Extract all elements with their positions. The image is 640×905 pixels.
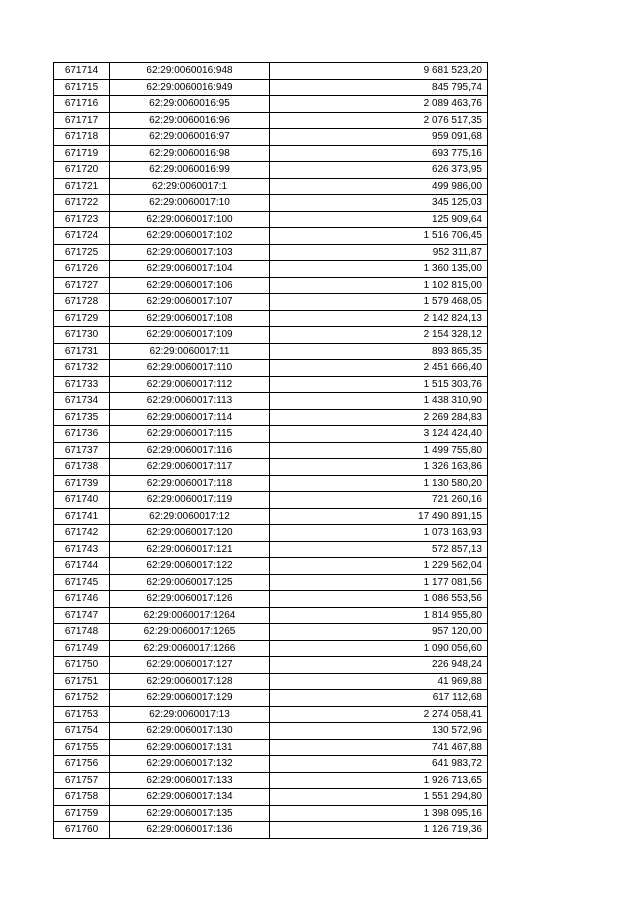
table-row [54,690,488,707]
table-row [54,772,488,789]
value-cell: 9 681 523,20 [270,63,488,80]
row-number-cell: 671748 [54,624,110,641]
table-row [54,63,488,80]
cadastral-number-cell: 62:29:0060017:106 [110,277,270,294]
row-number-cell: 671754 [54,723,110,740]
row-number-cell: 671746 [54,591,110,608]
row-number-cell: 671741 [54,508,110,525]
value-cell: 345 125,03 [270,195,488,212]
value-cell: 2 154 328,12 [270,327,488,344]
cadastral-number-cell: 62:29:0060017:102 [110,228,270,245]
row-number-cell: 671759 [54,805,110,822]
table-row [54,244,488,261]
value-cell: 952 311,87 [270,244,488,261]
row-number-cell: 671747 [54,607,110,624]
table-row [54,607,488,624]
cadastral-number-cell: 62:29:0060017:134 [110,789,270,806]
table-row [54,360,488,377]
value-cell: 1 814 955,80 [270,607,488,624]
value-cell: 1 579 468,05 [270,294,488,311]
cadastral-number-cell: 62:29:0060017:131 [110,739,270,756]
row-number-cell: 671719 [54,145,110,162]
cadastral-number-cell: 62:29:0060016:97 [110,129,270,146]
cadastral-number-cell: 62:29:0060017:116 [110,442,270,459]
cadastral-number-cell: 62:29:0060017:13 [110,706,270,723]
table-row [54,112,488,129]
row-number-cell: 671720 [54,162,110,179]
cadastral-number-cell: 62:29:0060017:122 [110,558,270,575]
value-cell: 1 090 056,60 [270,640,488,657]
value-cell: 1 177 081,56 [270,574,488,591]
table-row [54,145,488,162]
row-number-cell: 671749 [54,640,110,657]
cadastral-number-cell: 62:29:0060017:120 [110,525,270,542]
row-number-cell: 671732 [54,360,110,377]
table-row [54,79,488,96]
cadastral-number-cell: 62:29:0060016:95 [110,96,270,113]
cadastral-number-cell: 62:29:0060017:1264 [110,607,270,624]
table-row [54,525,488,542]
table-row [54,178,488,195]
cadastral-number-cell: 62:29:0060017:11 [110,343,270,360]
table-row [54,195,488,212]
row-number-cell: 671716 [54,96,110,113]
table-row [54,261,488,278]
value-cell: 125 909,64 [270,211,488,228]
row-number-cell: 671751 [54,673,110,690]
cadastral-number-cell: 62:29:0060017:119 [110,492,270,509]
row-number-cell: 671755 [54,739,110,756]
cadastral-number-cell: 62:29:0060017:136 [110,822,270,839]
row-number-cell: 671721 [54,178,110,195]
cadastral-number-cell: 62:29:0060016:948 [110,63,270,80]
table-row [54,756,488,773]
cadastral-number-cell: 62:29:0060017:112 [110,376,270,393]
value-cell: 617 112,68 [270,690,488,707]
value-cell: 1 515 303,76 [270,376,488,393]
row-number-cell: 671717 [54,112,110,129]
cadastral-number-cell: 62:29:0060017:118 [110,475,270,492]
value-cell: 741 467,88 [270,739,488,756]
cadastral-number-cell: 62:29:0060017:109 [110,327,270,344]
value-cell: 499 986,00 [270,178,488,195]
value-cell: 1 229 562,04 [270,558,488,575]
row-number-cell: 671730 [54,327,110,344]
row-number-cell: 671727 [54,277,110,294]
row-number-cell: 671734 [54,393,110,410]
value-cell: 1 086 553,56 [270,591,488,608]
table-row [54,541,488,558]
cadastral-number-cell: 62:29:0060017:129 [110,690,270,707]
value-cell: 1 398 095,16 [270,805,488,822]
table-row [54,475,488,492]
value-cell: 130 572,96 [270,723,488,740]
value-cell: 1 326 163,86 [270,459,488,476]
value-cell: 2 269 284,83 [270,409,488,426]
table-row [54,723,488,740]
row-number-cell: 671728 [54,294,110,311]
value-cell: 959 091,68 [270,129,488,146]
cadastral-number-cell: 62:29:0060016:949 [110,79,270,96]
cadastral-number-cell: 62:29:0060016:98 [110,145,270,162]
cadastral-number-cell: 62:29:0060017:104 [110,261,270,278]
value-cell: 1 360 135,00 [270,261,488,278]
cadastral-number-cell: 62:29:0060017:1 [110,178,270,195]
table-row [54,673,488,690]
cadastral-number-cell: 62:29:0060017:135 [110,805,270,822]
cadastral-value-table [53,62,488,839]
table-row [54,228,488,245]
value-cell: 1 551 294,80 [270,789,488,806]
table-row [54,376,488,393]
cadastral-number-cell: 62:29:0060017:130 [110,723,270,740]
cadastral-number-cell: 62:29:0060017:103 [110,244,270,261]
row-number-cell: 671723 [54,211,110,228]
row-number-cell: 671722 [54,195,110,212]
table-row [54,822,488,839]
row-number-cell: 671731 [54,343,110,360]
table-row [54,310,488,327]
value-cell: 2 451 666,40 [270,360,488,377]
value-cell: 1 499 755,80 [270,442,488,459]
cadastral-number-cell: 62:29:0060017:127 [110,657,270,674]
row-number-cell: 671752 [54,690,110,707]
document-page [53,62,487,839]
table-row [54,409,488,426]
table-row [54,640,488,657]
row-number-cell: 671756 [54,756,110,773]
cadastral-number-cell: 62:29:0060016:96 [110,112,270,129]
cadastral-number-cell: 62:29:0060017:113 [110,393,270,410]
table-row [54,624,488,641]
row-number-cell: 671750 [54,657,110,674]
value-cell: 1 130 580,20 [270,475,488,492]
table-row [54,393,488,410]
table-row [54,574,488,591]
value-cell: 572 857,13 [270,541,488,558]
table-row [54,739,488,756]
row-number-cell: 671757 [54,772,110,789]
value-cell: 641 983,72 [270,756,488,773]
value-cell: 17 490 891,15 [270,508,488,525]
cadastral-number-cell: 62:29:0060017:126 [110,591,270,608]
value-cell: 626 373,95 [270,162,488,179]
row-number-cell: 671735 [54,409,110,426]
value-cell: 2 076 517,35 [270,112,488,129]
cadastral-number-cell: 62:29:0060017:132 [110,756,270,773]
cadastral-number-cell: 62:29:0060017:114 [110,409,270,426]
cadastral-number-cell: 62:29:0060017:107 [110,294,270,311]
cadastral-number-cell: 62:29:0060017:115 [110,426,270,443]
row-number-cell: 671725 [54,244,110,261]
row-number-cell: 671744 [54,558,110,575]
cadastral-number-cell: 62:29:0060017:1265 [110,624,270,641]
cadastral-number-cell: 62:29:0060017:108 [110,310,270,327]
table-row [54,459,488,476]
table-row [54,426,488,443]
table-row [54,789,488,806]
table-row [54,492,488,509]
value-cell: 693 775,16 [270,145,488,162]
value-cell: 845 795,74 [270,79,488,96]
table-row [54,162,488,179]
value-cell: 721 260,16 [270,492,488,509]
table-row [54,706,488,723]
value-cell: 2 142 824,13 [270,310,488,327]
value-cell: 226 948,24 [270,657,488,674]
table-body [54,63,488,839]
table-row [54,294,488,311]
cadastral-number-cell: 62:29:0060017:10 [110,195,270,212]
value-cell: 1 926 713,65 [270,772,488,789]
cadastral-number-cell: 62:29:0060017:110 [110,360,270,377]
value-cell: 1 516 706,45 [270,228,488,245]
cadastral-number-cell: 62:29:0060017:125 [110,574,270,591]
value-cell: 2 089 463,76 [270,96,488,113]
row-number-cell: 671736 [54,426,110,443]
row-number-cell: 671729 [54,310,110,327]
table-row [54,327,488,344]
value-cell: 3 124 424,40 [270,426,488,443]
value-cell: 1 102 815,00 [270,277,488,294]
cadastral-number-cell: 62:29:0060017:121 [110,541,270,558]
table-row [54,96,488,113]
table-row [54,558,488,575]
row-number-cell: 671739 [54,475,110,492]
row-number-cell: 671715 [54,79,110,96]
row-number-cell: 671714 [54,63,110,80]
cadastral-number-cell: 62:29:0060017:1266 [110,640,270,657]
value-cell: 41 969,88 [270,673,488,690]
cadastral-number-cell: 62:29:0060017:128 [110,673,270,690]
row-number-cell: 671737 [54,442,110,459]
cadastral-number-cell: 62:29:0060017:100 [110,211,270,228]
value-cell: 2 274 058,41 [270,706,488,723]
row-number-cell: 671753 [54,706,110,723]
cadastral-number-cell: 62:29:0060017:133 [110,772,270,789]
value-cell: 1 438 310,90 [270,393,488,410]
row-number-cell: 671740 [54,492,110,509]
cadastral-number-cell: 62:29:0060017:117 [110,459,270,476]
table-row [54,129,488,146]
cadastral-number-cell: 62:29:0060016:99 [110,162,270,179]
table-row [54,591,488,608]
row-number-cell: 671745 [54,574,110,591]
table-row [54,211,488,228]
row-number-cell: 671718 [54,129,110,146]
row-number-cell: 671760 [54,822,110,839]
row-number-cell: 671738 [54,459,110,476]
value-cell: 957 120,00 [270,624,488,641]
row-number-cell: 671726 [54,261,110,278]
value-cell: 893 865,35 [270,343,488,360]
row-number-cell: 671724 [54,228,110,245]
table-row [54,805,488,822]
table-row [54,657,488,674]
row-number-cell: 671758 [54,789,110,806]
row-number-cell: 671742 [54,525,110,542]
table-row [54,277,488,294]
row-number-cell: 671743 [54,541,110,558]
cadastral-number-cell: 62:29:0060017:12 [110,508,270,525]
value-cell: 1 126 719,36 [270,822,488,839]
row-number-cell: 671733 [54,376,110,393]
table-row [54,442,488,459]
value-cell: 1 073 163,93 [270,525,488,542]
table-row [54,508,488,525]
table-row [54,343,488,360]
